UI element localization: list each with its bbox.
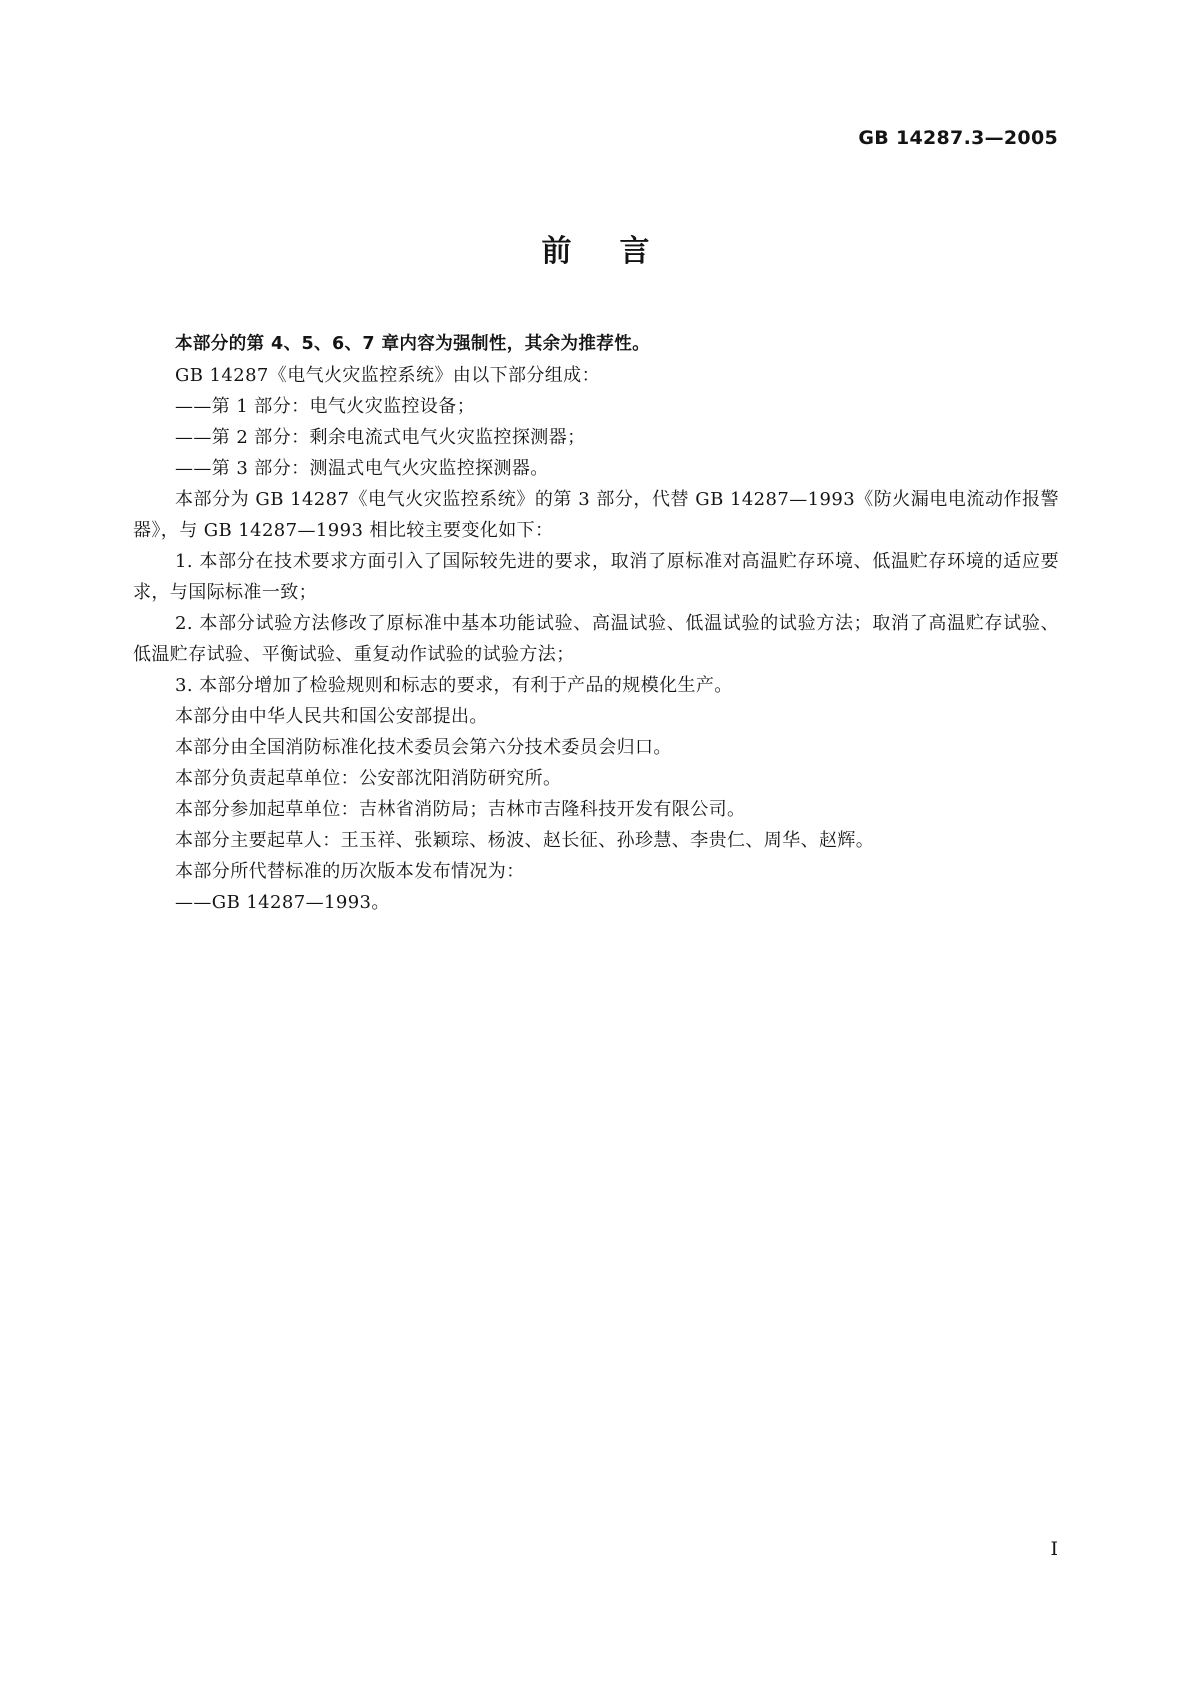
foreword-body	[133, 329, 1059, 918]
series-intro-paragraph: GB 14287《电气火灾监控系统》由以下部分组成：	[175, 365, 600, 386]
standard-number: GB 14287.3—2005	[858, 127, 1058, 149]
proposer-paragraph: 本部分由中华人民共和国公安部提出。	[175, 706, 488, 727]
participating-drafters-paragraph: 本部分参加起草单位：吉林省消防局；吉林市吉隆科技开发有限公司。	[175, 799, 746, 820]
change-item-2: 2. 本部分试验方法修改了原标准中基本功能试验、高温试验、低温试验的试验方法；取消了高温贮存试验、低温贮存试验、平衡试验、重复动作试验的试验方法；	[133, 613, 1059, 665]
page-number: I	[1050, 1538, 1058, 1560]
replacement-paragraph: 本部分为 GB 14287《电气火灾监控系统》的第 3 部分，代替 GB 14287—1993《防火漏电电流动作报警器》，与 GB 14287—1993 相比较主要变化如下：	[133, 489, 1059, 541]
mandatory-statement: 本部分的第 4、5、6、7 章内容为强制性，其余为推荐性。	[175, 334, 650, 354]
main-drafters-paragraph: 本部分主要起草人：王玉祥、张颖琮、杨波、赵长征、孙珍慧、李贵仁、周华、赵辉。	[175, 830, 875, 851]
change-item-3: 3. 本部分增加了检验规则和标志的要求，有利于产品的规模化生产。	[175, 675, 733, 696]
previous-edition-item: ——GB 14287—1993。	[175, 892, 390, 913]
previous-editions-paragraph: 本部分所代替标准的历次版本发布情况为：	[175, 861, 525, 882]
responsible-drafter-paragraph: 本部分负责起草单位：公安部沈阳消防研究所。	[175, 768, 562, 789]
part-1-item: ——第 1 部分：电气火灾监控设备；	[175, 396, 476, 417]
part-3-item: ——第 3 部分：测温式电气火灾监控探测器。	[175, 458, 549, 479]
change-item-1: 1. 本部分在技术要求方面引入了国际较先进的要求，取消了原标准对高温贮存环境、低温贮存环境的适应要求，与国际标准一致；	[133, 551, 1059, 603]
part-2-item: ——第 2 部分：剩余电流式电气火灾监控探测器；	[175, 427, 586, 448]
page-title: 前言	[541, 234, 698, 269]
committee-paragraph: 本部分由全国消防标准化技术委员会第六分技术委员会归口。	[175, 737, 672, 758]
